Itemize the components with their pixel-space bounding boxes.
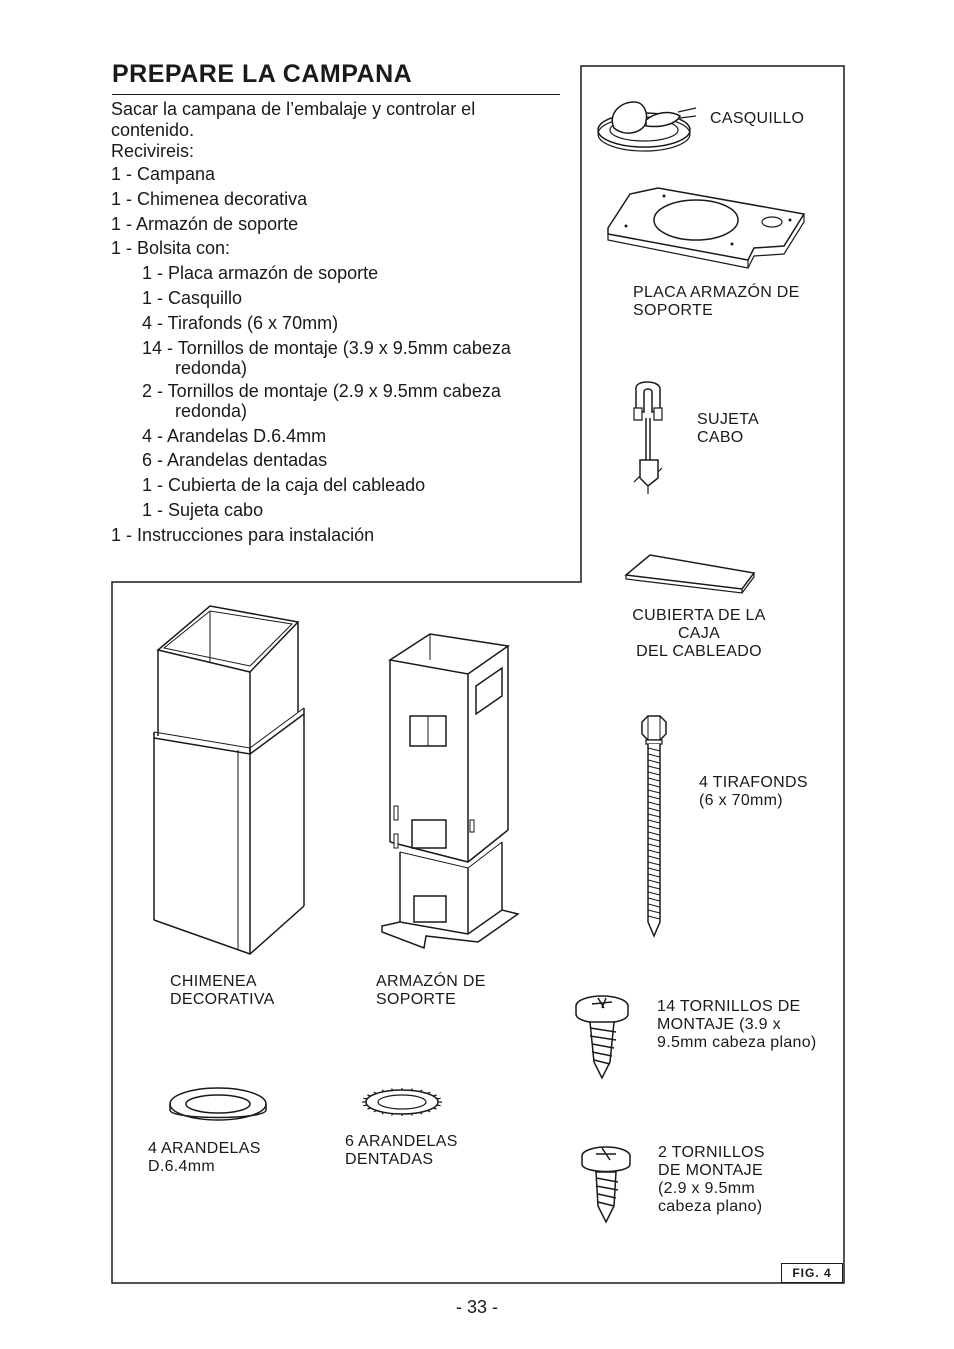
list-item: 4 - Arandelas D.6.4mm <box>142 425 327 446</box>
label-line: SOPORTE <box>376 991 457 1008</box>
list-item: 1 - Cubierta de la caja del cableado <box>142 475 426 496</box>
cubierta-illustration <box>622 553 758 593</box>
label-line: CHIMENEA <box>170 973 257 990</box>
label-tirafonds <box>699 774 808 810</box>
label-line: 14 TORNILLOS DE <box>657 998 801 1015</box>
label-line: 4 TIRAFONDS <box>699 774 808 791</box>
tornillos-2-illustration <box>578 1144 636 1226</box>
label-arandelas <box>148 1140 261 1176</box>
label-armazon <box>376 973 486 1009</box>
label-cubierta <box>612 607 786 661</box>
label-line: CUBIERTA DE LA <box>632 607 766 624</box>
chimenea-illustration <box>150 602 310 958</box>
label-line: 4 ARANDELAS <box>148 1140 261 1157</box>
label-line: (6 x 70mm) <box>699 792 783 809</box>
arandelas-illustration <box>166 1084 270 1130</box>
label-line: CAJA <box>677 625 721 642</box>
list-item-line: 14 - Tornillos de montaje (3.9 x 9.5mm cabeza <box>142 337 511 358</box>
label-line: 6 ARANDELAS <box>345 1133 458 1150</box>
list-item: 6 - Arandelas dentadas <box>142 450 328 471</box>
list-item-line: 2 - Tornillos de montaje (2.9 x 9.5mm cabeza <box>142 380 501 401</box>
page-title: PREPARE LA CAMPANA <box>112 60 413 88</box>
tirafonds-illustration <box>634 712 674 940</box>
label-line: 9.5mm cabeza plano) <box>657 1034 817 1051</box>
list-item-line: redonda) <box>175 357 248 378</box>
label-placa <box>633 284 800 320</box>
list-item: 1 - Bolsita con: <box>111 238 231 259</box>
label-sujeta-cabo <box>697 411 759 447</box>
label-arandelas-dentadas <box>345 1133 458 1169</box>
label-line: SOPORTE <box>633 302 714 319</box>
label-line: DENTADAS <box>345 1151 434 1168</box>
label-line: ARMAZÓN DE <box>376 973 486 990</box>
list-item: 1 - Casquillo <box>142 287 243 308</box>
casquillo-illustration <box>596 98 700 156</box>
label-line: D.6.4mm <box>148 1158 215 1175</box>
label-line: MONTAJE (3.9 x <box>657 1016 781 1033</box>
label-line: SUJETA <box>697 411 759 428</box>
intro-line: Recivireis: <box>111 141 195 161</box>
intro-line: Sacar la campana de l’embalaje y controlar el <box>111 99 476 119</box>
label-line: (2.9 x 9.5mm <box>658 1180 755 1197</box>
label-line: DE MONTAJE <box>658 1162 763 1179</box>
list-item: 1 - Placa armazón de soporte <box>142 263 379 284</box>
armazon-illustration <box>378 630 522 952</box>
label-chimenea <box>170 973 275 1009</box>
placa-illustration <box>604 186 808 270</box>
label-tornillos-14 <box>657 998 817 1052</box>
label-casquillo: CASQUILLO <box>710 110 805 127</box>
sujeta-cabo-illustration <box>628 378 668 496</box>
list-item: 1 - Campana <box>111 164 216 184</box>
label-tornillos-2 <box>658 1144 765 1216</box>
list-item: 1 - Instrucciones para instalación <box>111 524 375 545</box>
tornillos-14-illustration <box>572 992 636 1082</box>
list-item: 1 - Sujeta cabo <box>142 499 264 520</box>
label-line: cabeza plano) <box>658 1198 763 1215</box>
label-line: DEL CABLEADO <box>636 643 762 660</box>
page-number: - 33 - <box>455 1297 498 1317</box>
label-line: DECORATIVA <box>170 991 275 1008</box>
figure-label: FIG. 4 <box>781 1263 843 1283</box>
label-line: CABO <box>697 429 744 446</box>
arandelas-dentadas-illustration <box>360 1082 444 1122</box>
list-item: 1 - Chimenea decorativa <box>111 188 308 209</box>
label-line: 2 TORNILLOS <box>658 1144 765 1161</box>
list-item-line: redonda) <box>175 400 248 421</box>
label-line: PLACA ARMAZÓN DE <box>633 284 800 301</box>
list-item: 1 - Armazón de soporte <box>111 213 299 234</box>
list-item: 4 - Tirafonds (6 x 70mm) <box>142 312 339 333</box>
intro-line: contenido. <box>111 120 195 140</box>
